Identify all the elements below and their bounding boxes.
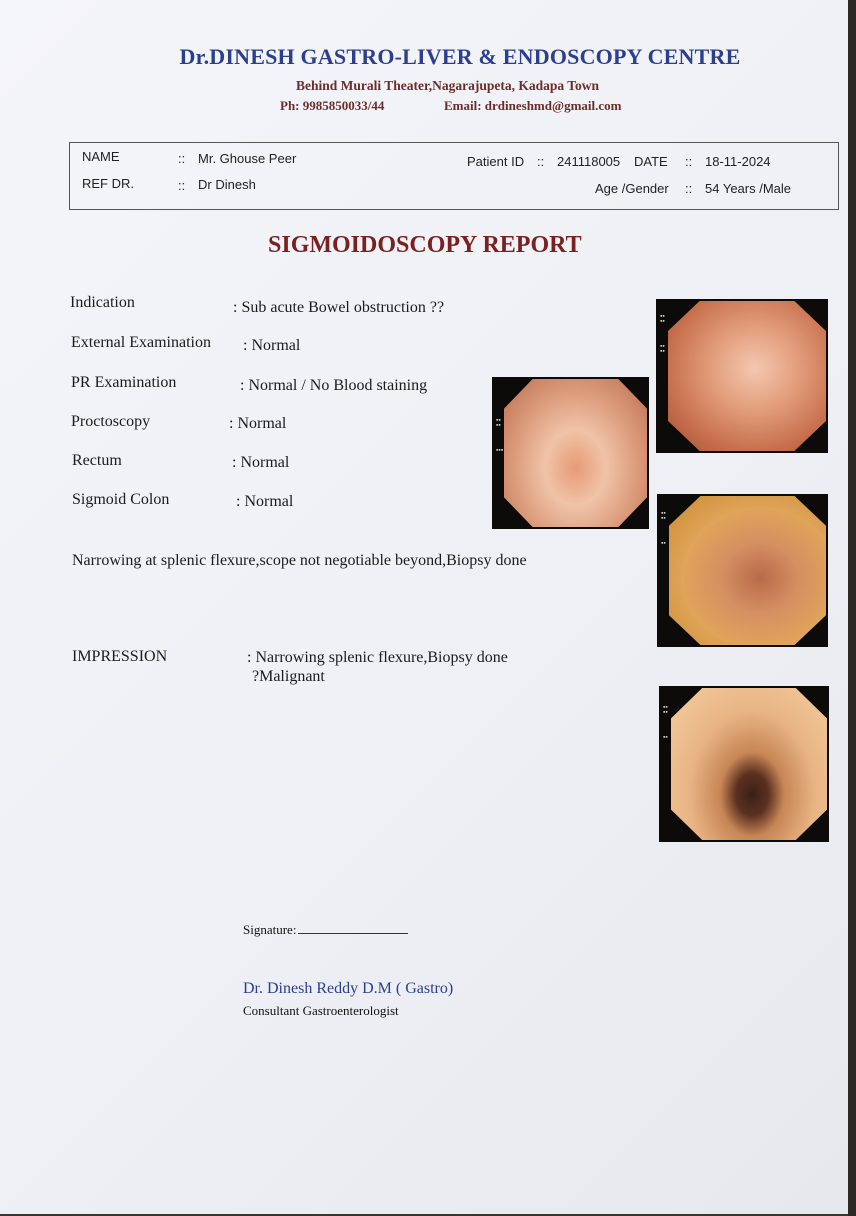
impression-value: : Narrowing splenic flexure,Biopsy done <box>247 649 508 666</box>
endoscopy-image-3 <box>657 494 828 647</box>
endoscopy-image-2 <box>492 377 649 529</box>
name-label: NAME <box>82 149 120 164</box>
signature-line <box>298 933 408 934</box>
age-gender-sep: :: <box>685 181 693 196</box>
clinic-address: Behind Murali Theater,Nagarajupeta, Kadapa Town <box>296 78 600 93</box>
finding-label-sigmoid: Sigmoid Colon <box>72 491 170 508</box>
impression-label: IMPRESSION <box>72 648 168 665</box>
finding-label-rectum: Rectum <box>72 452 122 469</box>
patient-name: Mr. Ghouse Peer <box>198 151 297 166</box>
finding-label-external: External Examination <box>71 334 211 351</box>
report-title: SIGMOIDOSCOPY REPORT <box>268 232 582 258</box>
date-value: 18-11-2024 <box>705 154 771 169</box>
finding-label-pr: PR Examination <box>71 374 177 391</box>
endoscopy-image-4-overlay: ▪▪ ▪▪ ▪▪ <box>663 704 668 739</box>
finding-value-pr: : Normal / No Blood staining <box>240 377 428 394</box>
doctor-name: Dr. Dinesh Reddy D.M ( Gastro) <box>243 980 454 997</box>
page-edge <box>848 0 856 1216</box>
signature-label: Signature: <box>243 922 297 937</box>
age-gender-label: Age /Gender <box>595 181 669 196</box>
endoscopy-image-4 <box>659 686 829 842</box>
name-sep: :: <box>178 151 186 166</box>
ref-label: REF DR. <box>82 176 134 191</box>
finding-value-proctoscopy: : Normal <box>229 415 287 432</box>
signature-area <box>243 922 408 938</box>
clinic-email: Email: drdineshmd@gmail.com <box>444 98 622 113</box>
narrative-text: Narrowing at splenic flexure,scope not negotiable beyond,Biopsy done <box>72 552 527 569</box>
endoscopy-image-3-overlay: ▪▪ ▪▪ ▪▪ <box>661 510 666 545</box>
age-gender-value: 54 Years /Male <box>705 181 792 196</box>
finding-label-proctoscopy: Proctoscopy <box>71 413 151 430</box>
endoscopy-image-1-overlay: ▪▪ ▪▪ ▪▪ ▪▪ <box>660 313 665 353</box>
patient-id-sep: :: <box>537 154 545 169</box>
endoscopy-image-2-overlay: ▪▪ ▪▪ ▪▪▪ <box>496 417 504 452</box>
finding-value-external: : Normal <box>243 337 301 354</box>
clinic-phone: Ph: 9985850033/44 <box>280 98 385 113</box>
ref-sep: :: <box>178 178 186 193</box>
ref-doctor: Dr Dinesh <box>198 177 256 192</box>
patient-id-label: Patient ID <box>467 154 525 169</box>
endoscopy-image-1 <box>656 299 828 453</box>
finding-value-rectum: : Normal <box>232 454 290 471</box>
finding-value-sigmoid: : Normal <box>236 493 294 510</box>
clinic-name: Dr.DINESH GASTRO-LIVER & ENDOSCOPY CENTRE <box>179 44 741 69</box>
date-sep: :: <box>685 154 693 169</box>
finding-label-indication: Indication <box>70 294 135 311</box>
doctor-designation: Consultant Gastroenterologist <box>243 1003 399 1018</box>
patient-info-box <box>69 142 839 210</box>
finding-value-indication: : Sub acute Bowel obstruction ?? <box>233 299 445 316</box>
impression-value-line2: ?Malignant <box>252 668 325 685</box>
date-label: DATE <box>634 154 668 169</box>
patient-id-value: 241118005 <box>557 154 621 169</box>
